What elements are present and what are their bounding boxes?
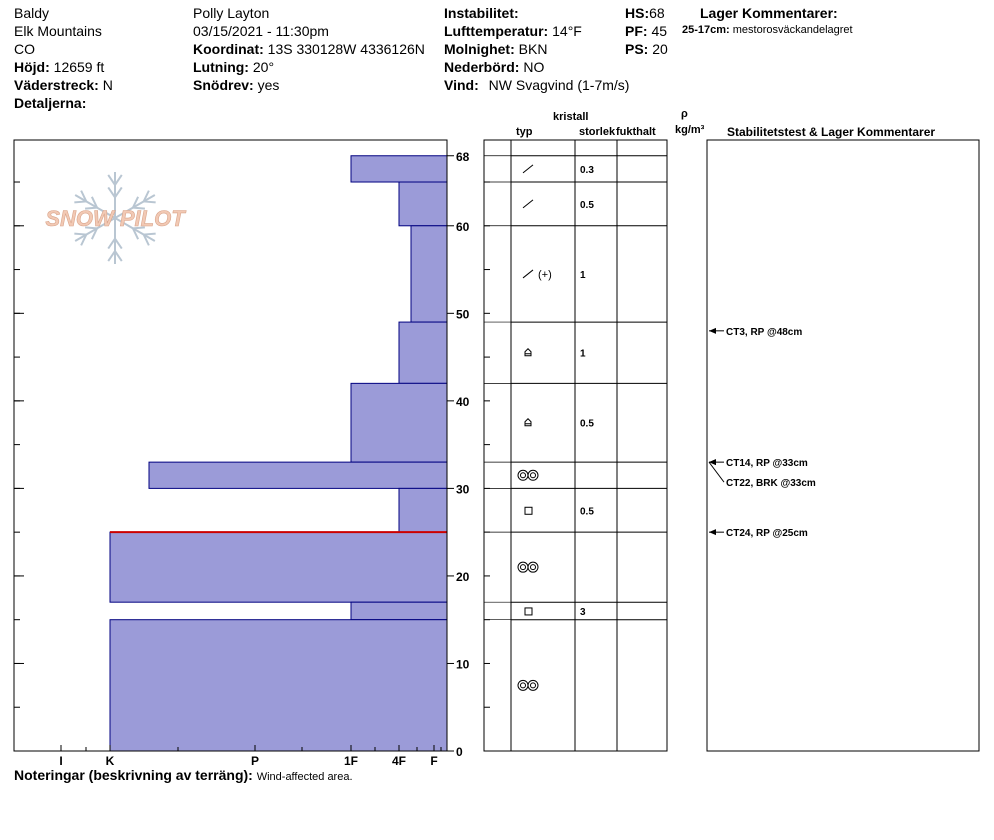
x-tick-label: 4F [391, 754, 407, 768]
hardness-bar [149, 462, 447, 488]
pf-label: PF: [625, 23, 648, 39]
y-tick-label: 60 [456, 219, 470, 234]
notes [14, 767, 353, 784]
x-tick-label: I [59, 754, 63, 768]
melt-freeze-outer [528, 680, 538, 690]
melt-freeze-inner [521, 565, 526, 570]
arrow-head-icon [709, 328, 716, 334]
grain-symbol-faceted-square [525, 608, 532, 615]
observer: Polly Layton [193, 5, 270, 21]
grain-symbol-faceted [525, 349, 531, 356]
decomposing-stroke [523, 165, 533, 173]
snow-drift-label: Snödrev: [193, 77, 254, 93]
precipitation-value: NO [523, 59, 545, 75]
hardness-bar [399, 322, 447, 383]
new-snow-symbol: (+) [538, 268, 552, 281]
coordinates-label: Koordinat: [193, 41, 264, 57]
snowflake-branch [115, 251, 122, 261]
snowflake-branch [144, 201, 156, 202]
mountain-range: Elk Mountains [14, 23, 102, 39]
wind-value: NW Svagvind (1-7m/s) [488, 77, 630, 93]
stability-test [709, 528, 808, 539]
ps-label: PS: [625, 41, 649, 57]
coordinates-value: 13S 330128W 4336126N [267, 41, 425, 57]
hardness-bar [399, 182, 447, 226]
logo-text: SNOW PILOT [45, 206, 185, 231]
snowflake-branch [144, 234, 156, 235]
state: CO [14, 41, 35, 57]
sky-cover-value: BKN [518, 41, 548, 57]
grain-symbol-faceted-square [525, 507, 532, 514]
stability-test-label: CT24, RP @25cm [726, 528, 808, 540]
density-symbol: ρ [681, 108, 688, 120]
pf-value: 45 [651, 23, 668, 39]
hs-label: HS: [625, 5, 650, 21]
instability-label: Instabilitet: [444, 5, 519, 21]
faceted-symbol [525, 419, 531, 426]
snow-drift-value: yes [257, 77, 280, 93]
melt-freeze-outer [518, 470, 528, 480]
stability-header: Stabilitetstest & Lager Kommentarer [727, 125, 936, 139]
wind-label: Vind: [444, 77, 479, 93]
snowflake-branch [74, 201, 86, 202]
hardness-bar [351, 156, 447, 182]
datetime: 03/15/2021 - 11:30pm [193, 23, 329, 39]
grain-size: 1 [580, 269, 586, 281]
grain-size: 0.5 [580, 199, 594, 211]
y-tick-label: 20 [456, 569, 470, 584]
hardness-bar [399, 488, 447, 532]
layer-comments-title: Lager Kommentarer: [700, 5, 838, 21]
hardness-bar [351, 602, 447, 620]
slope-value: 20° [252, 59, 275, 75]
stability-arrow-line [709, 462, 724, 482]
aspect-value: N [102, 77, 113, 93]
air-temperature-value: 14°F [552, 23, 582, 39]
hardness-bar [351, 383, 447, 462]
grain-size: 1 [580, 348, 586, 360]
square-symbol [525, 608, 532, 615]
stability-test-label: CT22, BRK @33cm [726, 478, 816, 490]
precipitation-label: Nederbörd: [444, 59, 520, 75]
x-tick-label: 1F [343, 754, 359, 768]
grain-symbol-decomposing [523, 200, 533, 208]
details-label: Detaljerna: [14, 95, 87, 111]
grain-symbol-decomposing+new [523, 269, 552, 281]
type-header: typ [516, 126, 533, 138]
stability-test-label: CT3, RP @48cm [726, 326, 803, 338]
snowflake-branch [108, 239, 115, 249]
size-header: storlek [579, 126, 616, 138]
snowflake-branch [74, 234, 86, 235]
faceted-symbol [525, 349, 531, 356]
y-tick-label: 10 [456, 657, 470, 672]
y-tick-label: 0 [456, 745, 463, 759]
grain-symbol-melt-freeze [518, 470, 538, 480]
snowflake-branch [108, 187, 115, 197]
grain-size: 3 [580, 606, 586, 618]
notes-label: Noteringar (beskrivning av terräng): [14, 767, 253, 783]
melt-freeze-inner [531, 565, 536, 570]
grain-symbol-faceted [525, 419, 531, 426]
stability-test [709, 327, 802, 338]
hardness-bar [110, 620, 447, 751]
sky-cover-label: Molnighet: [444, 41, 515, 57]
stability-test [709, 458, 808, 469]
x-tick-label: F [430, 754, 438, 768]
aspect-label: Väderstreck: [14, 77, 99, 93]
y-tick-label: 50 [456, 307, 470, 322]
grain-size: 0.3 [580, 164, 594, 176]
melt-freeze-inner [521, 683, 526, 688]
y-tick-label: 68 [456, 149, 470, 164]
snowpilot-logo [45, 172, 186, 264]
y-tick-label: 40 [456, 394, 470, 409]
x-tick-label: P [250, 754, 260, 768]
melt-freeze-inner [531, 473, 536, 478]
snowflake-branch [115, 239, 122, 249]
layer-comment-range: 25-17cm: [682, 24, 730, 36]
stability-test-label: CT14, RP @33cm [726, 458, 808, 470]
square-symbol [525, 507, 532, 514]
snowflake-branch [108, 251, 115, 261]
snowflake-branch [108, 175, 115, 185]
hs-value: 68 [649, 5, 665, 21]
elevation-label: Höjd: [14, 59, 50, 75]
melt-freeze-outer [518, 680, 528, 690]
melt-freeze-outer [518, 562, 528, 572]
crystal-header: kristall [553, 111, 589, 123]
arrow-head-icon [709, 529, 716, 535]
air-temperature-label: Lufttemperatur: [444, 23, 549, 39]
location: Baldy [14, 5, 50, 21]
grain-size: 0.5 [580, 506, 594, 518]
grain-size: 0.5 [580, 418, 594, 430]
x-tick-label: K [105, 754, 115, 768]
melt-freeze-inner [531, 683, 536, 688]
layer-comment-text: mestorosväckandelagret [732, 24, 853, 36]
decomposing-stroke [523, 270, 533, 278]
melt-freeze-inner [521, 473, 526, 478]
slope-label: Lutning: [193, 59, 249, 75]
grain-symbol-decomposing [523, 165, 533, 173]
hardness-bar [110, 532, 447, 602]
snowflake-branch [115, 175, 122, 185]
snowflake-branch [115, 187, 122, 197]
melt-freeze-outer [528, 470, 538, 480]
ps-value: 20 [652, 41, 668, 57]
decomposing-stroke [523, 200, 533, 208]
elevation-value: 12659 ft [53, 59, 105, 75]
grain-symbol-melt-freeze [518, 680, 538, 690]
grain-symbol-melt-freeze [518, 562, 538, 572]
hardness-bar [411, 226, 447, 322]
y-tick-label: 30 [456, 482, 470, 497]
density-unit: kg/m³ [675, 124, 705, 136]
stability-table-frame [707, 140, 979, 751]
moisture-header: fukthalt [616, 126, 656, 138]
melt-freeze-outer [528, 562, 538, 572]
notes-text: Wind-affected area. [256, 771, 353, 783]
